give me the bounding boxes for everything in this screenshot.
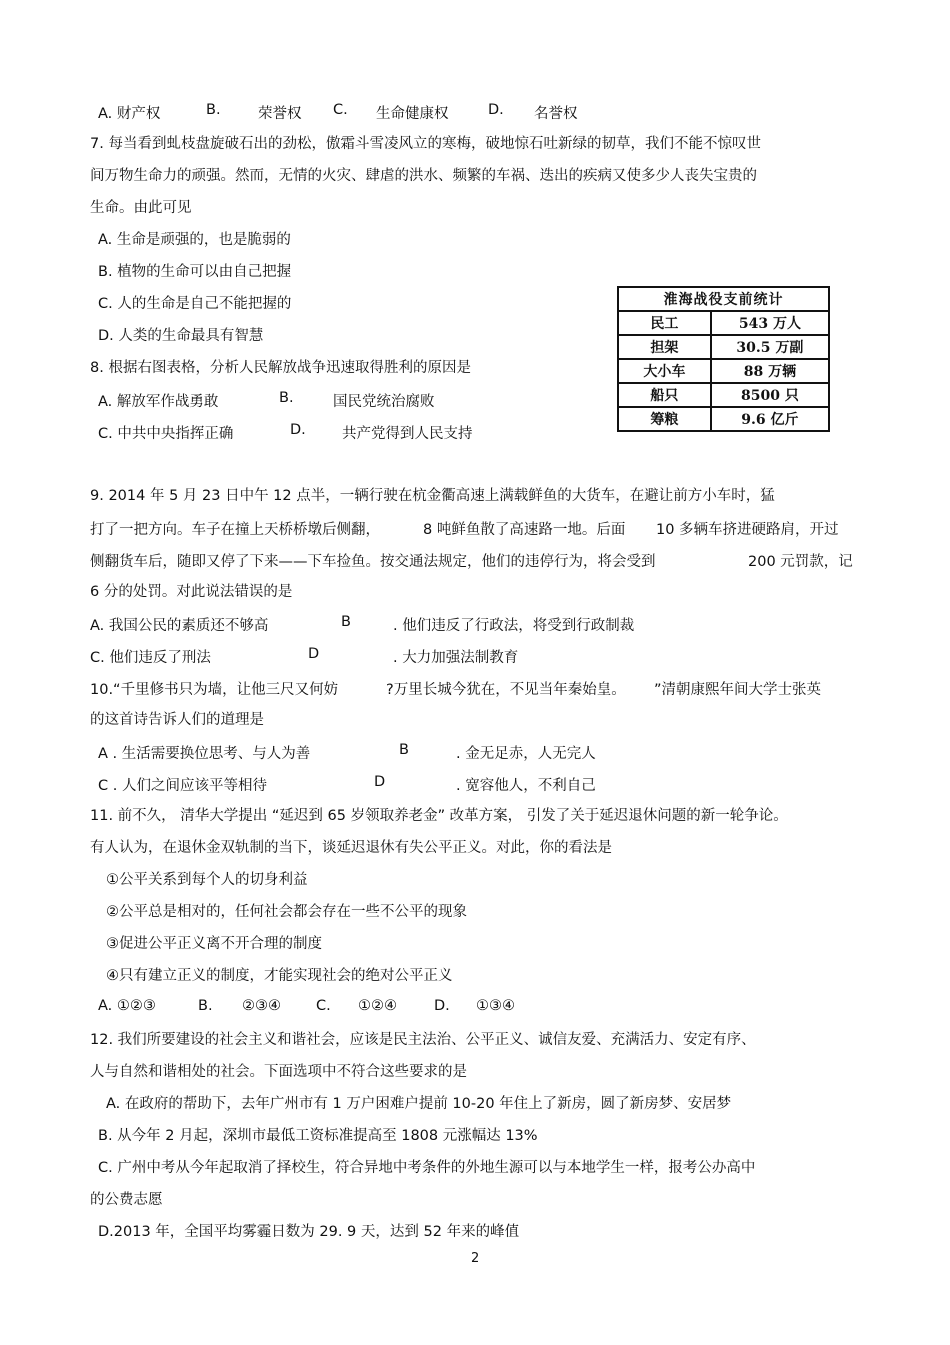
q6-option-b-text: 荣誉权 xyxy=(258,106,302,122)
q7-stem-line-1: 7. 每当看到虬枝盘旋破石出的劲松，傲霜斗雪凌风立的寒梅，破地惊石吐新绿的韧草，我们不能不惊叹世 xyxy=(90,136,761,152)
q9-stem-line-1: 9. 2014 年 5 月 23 日中午 12 点半，一辆行驶在杭金衢高速上满载鲜鱼的大货车，在避让前方小车时，猛 xyxy=(90,488,775,504)
huaihai-support-table xyxy=(617,286,830,432)
table-cell-label: 担架 xyxy=(618,335,711,359)
q6-option-b-letter: B. xyxy=(206,102,221,118)
table-row xyxy=(618,311,829,335)
q11-option-b-letter: B. xyxy=(198,998,213,1014)
q11-option-a: A. ①②③ xyxy=(98,998,156,1014)
q11-option-c-letter: C. xyxy=(316,998,331,1014)
q8-option-d-text: 共产党得到人民支持 xyxy=(342,426,473,442)
q11-item-3: ③促进公平正义离不开合理的制度 xyxy=(106,936,322,952)
q6-option-c-letter: C. xyxy=(333,102,348,118)
table-cell-label: 筹粮 xyxy=(618,407,711,431)
q11-option-d-letter: D. xyxy=(434,998,450,1014)
q9-option-b-text: . 他们违反了行政法，将受到行政制裁 xyxy=(393,618,635,634)
q6-option-d-text: 名誉权 xyxy=(534,106,578,122)
q11-option-c-text: ①②④ xyxy=(358,998,397,1014)
q9-option-d-letter: D xyxy=(308,646,320,662)
q9-stem-line-2b: 8 吨鲜鱼散了高速路一地。后面 xyxy=(423,522,626,538)
q11-item-2: ②公平总是相对的，任何社会都会存在一些不公平的现象 xyxy=(106,904,467,920)
q10-option-b-letter: B xyxy=(399,742,409,758)
q6-option-c-text: 生命健康权 xyxy=(376,106,449,122)
q9-option-c: C. 他们违反了刑法 xyxy=(90,650,211,666)
q12-stem-line-2: 人与自然和谐相处的社会。下面选项中不符合这些要求的是 xyxy=(90,1064,467,1080)
q8-option-a: A. 解放军作战勇敢 xyxy=(98,394,219,410)
q12-stem-line-1: 12. 我们所要建设的社会主义和谐社会，应该是民主法治、公平正义、诚信友爱、充满活力、安定有序、 xyxy=(90,1032,756,1048)
q12-option-d: D.2013 年，全国平均雾霾日数为 29. 9 天，达到 52 年来的峰值 xyxy=(98,1224,520,1240)
q10-stem-line-1b: ?万里长城今犹在，不见当年秦始皇。 xyxy=(386,682,626,698)
table-cell-label: 船只 xyxy=(618,383,711,407)
q8-option-b-letter: B. xyxy=(279,390,294,406)
table-row xyxy=(618,407,829,431)
q12-option-c-line-2: 的公费志愿 xyxy=(90,1192,163,1208)
q6-option-d-letter: D. xyxy=(488,102,504,118)
q9-stem-line-3b: 200 元罚款，记 xyxy=(748,554,853,570)
q9-option-b-letter: B xyxy=(341,614,351,630)
q10-option-c: C . 人们之间应该平等相待 xyxy=(98,778,267,794)
table-row xyxy=(618,335,829,359)
q8-option-d-letter: D. xyxy=(290,422,306,438)
q6-option-a: A. 财产权 xyxy=(98,106,161,122)
table-row xyxy=(618,359,829,383)
q7-stem-line-3: 生命。由此可见 xyxy=(90,200,192,216)
table-cell-value: 8500 只 xyxy=(711,383,829,407)
q11-option-b-text: ②③④ xyxy=(242,998,281,1014)
q11-option-d-text: ①③④ xyxy=(476,998,515,1014)
table-row xyxy=(618,383,829,407)
q11-stem-line-2: 有人认为，在退休金双轨制的当下，谈延迟退休有失公平正义。对此，你的看法是 xyxy=(90,840,612,856)
q9-stem-line-3a: 侧翻货车后，随即又停了下来——下车捡鱼。按交通法规定，他们的违停行为，将会受到 xyxy=(90,554,656,570)
q9-stem-line-2a: 打了一把方向。车子在撞上天桥桥墩后侧翻， xyxy=(90,522,380,538)
q7-option-b: B. 植物的生命可以由自己把握 xyxy=(98,264,292,280)
q8-option-c: C. 中共中央指挥正确 xyxy=(98,426,234,442)
q11-item-4: ④只有建立正义的制度，才能实现社会的绝对公平正义 xyxy=(106,968,453,984)
q11-stem-line-1: 11. 前不久， 清华大学提出 “延迟到 65 岁领取养老金” 改革方案， 引发了关于延迟退休问题的新一轮争论。 xyxy=(90,808,788,824)
table-cell-label: 民工 xyxy=(618,311,711,335)
table-cell-value: 88 万辆 xyxy=(711,359,829,383)
q8-stem: 8. 根据右图表格，分析人民解放战争迅速取得胜利的原因是 xyxy=(90,360,471,376)
q7-option-d: D. 人类的生命最具有智慧 xyxy=(98,328,264,344)
q7-option-c: C. 人的生命是自己不能把握的 xyxy=(98,296,292,312)
table-cell-value: 543 万人 xyxy=(711,311,829,335)
q9-option-d-text: . 大力加强法制教育 xyxy=(393,650,519,666)
table-cell-label: 大小车 xyxy=(618,359,711,383)
q10-stem-line-1a: 10.“千里修书只为墙，让他三尺又何妨 xyxy=(90,682,339,698)
q10-option-b-text: . 金无足赤，人无完人 xyxy=(456,746,596,762)
table-title: 淮海战役支前统计 xyxy=(618,287,829,311)
q9-stem-line-4: 6 分的处罚。对此说法错误的是 xyxy=(90,584,293,600)
q9-option-a: A. 我国公民的素质还不够高 xyxy=(90,618,269,634)
q10-option-d-text: . 宽容他人，不利自己 xyxy=(456,778,596,794)
q10-option-d-letter: D xyxy=(374,774,386,790)
q7-option-a: A. 生命是顽强的，也是脆弱的 xyxy=(98,232,291,248)
q10-stem-line-1c: ”清朝康熙年间大学士张英 xyxy=(654,682,822,698)
q12-option-a: A. 在政府的帮助下，去年广州市有 1 万户困难户提前 10-20 年住上了新房，圆了新房梦、安居梦 xyxy=(106,1096,732,1112)
q10-option-a: A . 生活需要换位思考、与人为善 xyxy=(98,746,311,762)
q7-stem-line-2: 间万物生命力的顽强。然而，无情的火灾、肆虐的洪水、频繁的车祸、迭出的疾病又使多少人丧失宝贵的 xyxy=(90,168,757,184)
table-cell-value: 30.5 万副 xyxy=(711,335,829,359)
q11-item-1: ①公平关系到每个人的切身利益 xyxy=(106,872,308,888)
q12-option-b: B. 从今年 2 月起，深圳市最低工资标准提高至 1808 元涨幅达 13% xyxy=(98,1128,538,1144)
table-title-row xyxy=(618,287,829,311)
q10-stem-line-2: 的这首诗告诉人们的道理是 xyxy=(90,712,264,728)
table-cell-value: 9.6 亿斤 xyxy=(711,407,829,431)
q12-option-c-line-1: C. 广州中考从今年起取消了择校生，符合异地中考条件的外地生源可以与本地学生一样，报考公办高中 xyxy=(98,1160,756,1176)
q9-stem-line-2c: 10 多辆车挤进硬路肩，开过 xyxy=(656,522,839,538)
q8-option-b-text: 国民党统治腐败 xyxy=(333,394,435,410)
page-number: 2 xyxy=(471,1251,480,1266)
